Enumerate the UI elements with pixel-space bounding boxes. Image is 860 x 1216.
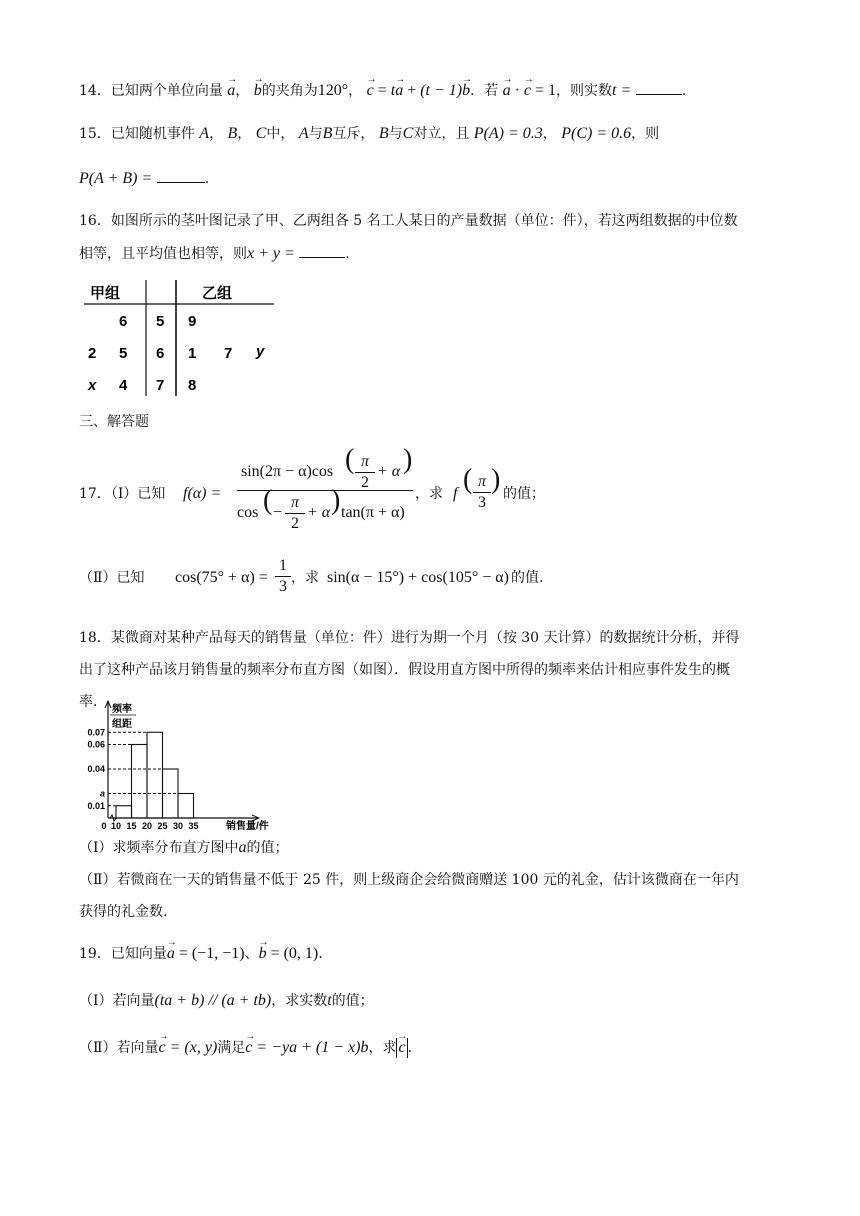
denominator: cos ( − $\frac{\pi}{2}$ + α ) tan(π + α) — [237, 490, 413, 531]
stem: 6 — [156, 345, 165, 362]
x-tick-label: 30 — [172, 821, 184, 831]
x-tick-label: 35 — [188, 821, 199, 831]
histogram-bar — [132, 745, 148, 819]
question-18-line2: 出了这种产品该月销售量的频率分布直方图（如图）．假设用直方图中所得的频率来估计相应事件发生的概 — [79, 662, 730, 678]
right-header: 乙组 — [202, 285, 233, 302]
prob-c: P(C) = 0.6 — [561, 125, 632, 142]
q14-number: 14． — [79, 83, 111, 99]
answer-blank[interactable] — [157, 168, 205, 183]
vector-a: → a — [227, 81, 235, 101]
question-19-part1: （Ⅰ）若向量(ta + b) // (a + tb)，求实数t的值； — [79, 992, 374, 1009]
histogram-bar — [178, 794, 194, 819]
question-18-part2-line2: 获得的礼金数. — [79, 904, 168, 920]
ylabel-bottom: 组距 — [112, 719, 132, 730]
y-tick-label: 0.06 — [87, 739, 105, 750]
leaf-left-var: x — [88, 377, 97, 394]
leaf-right: 1 — [188, 345, 197, 362]
leaf-right: 9 — [188, 313, 197, 330]
question-19-part2: （Ⅱ）若向量→ c = (x, y)满足→ c = −ya + (1 − x)b，求→ c . — [79, 1038, 412, 1058]
frequency-histogram — [76, 700, 269, 836]
y-tick-label: 0.07 — [87, 727, 105, 738]
section-heading: 三、解答题 — [79, 414, 149, 430]
stem: 5 — [156, 313, 165, 330]
answer-blank[interactable] — [636, 80, 682, 95]
leaf-left: 5 — [119, 345, 128, 362]
answer-blank[interactable] — [299, 243, 345, 258]
question-16: 16．如图所示的茎叶图记录了甲、乙两组各 5 名工人某日的产量数据（单位：件），若这两组数据的中位数 — [79, 213, 738, 229]
x-tick-label: 0 — [101, 821, 107, 831]
question-19: 19．已知向量→ a = (−1, −1)、→ b = (0, 1). — [79, 944, 323, 964]
histogram-bar — [116, 806, 132, 818]
ylabel-top: 频率 — [112, 704, 132, 715]
leaf-right: 7 — [224, 345, 233, 362]
left-header: 甲组 — [90, 285, 121, 302]
numerator: sin(2π − α)cos ( $\frac{\pi}{2}$ + α ) — [241, 444, 413, 491]
stem: 7 — [156, 377, 165, 394]
stem-leaf-plot — [84, 278, 280, 398]
y-tick-label: a — [99, 788, 105, 799]
histogram-bar — [147, 732, 163, 818]
leaf-right-var: y — [256, 343, 265, 360]
question-14: 14．已知两个单位向量 → a， → b的夹角为120°， → c = t→ a + (t − 1)→ b．若 → a · → c = 1，则实数t = . — [79, 80, 686, 101]
exam-page: 14．已知两个单位向量 → a， → b的夹角为120°， → c = t→ a + (t − 1)→ b．若 → a · → c = 1，则实数t = . 15．已知随机事件 A， B， C中， A与B互斥， B与C对立，且 P(A) = 0.3， P(C) = 0.6，则 P(A + B) = . 16．如图所示的茎叶图记录了甲、乙两组各 5 名工人某日的产量数据（单位：件），若这两组数据的中位数 相等，且平均值也相等，则x + y = . 甲组 乙组 6 5 9 2 5 6 1 7 y x 4 7 8 三、解答题 17．（Ⅰ）已知 f(α) = sin(2π − α)cos ( $\frac{\pi}{2}$ + α ) cos ( − $\frac{\pi}{2}$ + α ) tan(π + α) ，求 f ( $\frac{\pi}{3}$ ) 的值； （Ⅱ）已知 cos(75° + α) = $\frac{1}{3}$ ，求 sin(α − 15°) + cos(105° − α) 的值. 18．某微商对某种产品每天的销售量（单位：件）进行为期一个月（按 30 天计算）的数据统计分析，并得 出了这种产品该月销售量的频率分布直方图（如图）．假设用直方图中所得的频率来估计相应事件发生的概 率． 频率 组距 0.07 0.06 0.04 a 0.01 0 10 15 20 25 30 35 销售量/件 （Ⅰ）求频率分布直方图中a的值； （Ⅱ）若微商在一天的销售量不低于 25 件，则上级商企会给微商赠送 100 元的礼金，估计该微商在一年内 获得的礼金数. 19．已知向量→ a = (−1, −1)、→ b = (0, 1). （Ⅰ）若向量(ta + b) // (a + tb)，求实数t的值； （Ⅱ）若向量→ c = (x, y)满足→ c = −ya + (1 − x)b，求→ c . — [0, 0, 860, 1216]
question-15-line2: P(A + B) = . — [79, 170, 210, 187]
prob-a: P(A) = 0.3 — [473, 125, 543, 142]
x-axis-label: 销售量/件 — [226, 821, 269, 832]
question-16-line2: 相等，且平均值也相等，则x + y = . — [79, 245, 350, 262]
x-tick-label: 15 — [126, 821, 137, 831]
x-tick-label: 20 — [141, 821, 153, 831]
question-18-part1: （Ⅰ）求频率分布直方图中a的值； — [79, 839, 289, 856]
leaf-left: 6 — [119, 313, 128, 330]
question-15: 15．已知随机事件 A， B， C中， A与B互斥， B与C对立，且 P(A) = 0.3， P(C) = 0.6，则 — [79, 125, 660, 142]
question-18: 18．某微商对某种产品每天的销售量（单位：件）进行为期一个月（按 30 天计算）的数据统计分析，并得 — [79, 630, 740, 646]
leaf-right: 8 — [188, 377, 197, 394]
fraction — [237, 444, 413, 532]
vector-b: → b — [254, 81, 262, 101]
x-tick-label: 25 — [157, 821, 168, 831]
leaf-left: 2 — [88, 345, 97, 362]
question-18-part2: （Ⅱ）若微商在一天的销售量不低于 25 件，则上级商企会给微商赠送 100 元的礼金，估计该微商在一年内 — [79, 872, 739, 888]
leaf-left: 4 — [119, 377, 128, 394]
x-tick-label: 10 — [110, 821, 122, 831]
angle-value: 120° — [317, 82, 349, 99]
y-tick-label: 0.01 — [87, 800, 105, 811]
question-18-line3: 率． — [79, 694, 107, 710]
y-tick-label: 0.04 — [87, 764, 105, 774]
